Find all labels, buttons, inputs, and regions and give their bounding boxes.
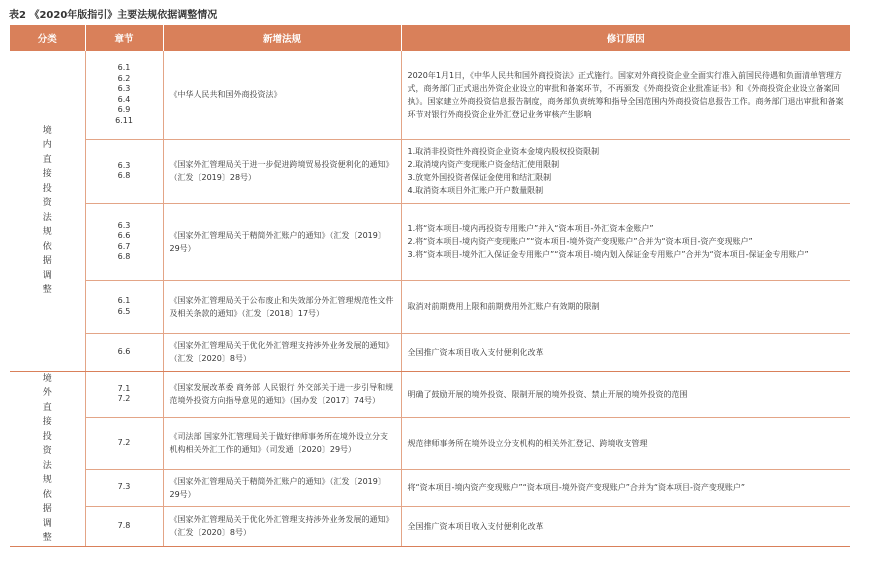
reason-cell: 取消对前期费用上限和前期费用外汇账户有效期的限制 bbox=[401, 280, 850, 333]
reason-cell: 将“资本项目-境内资产变现账户”“资本项目-境外资产变现账户”合并为“资本项目-资产变现账户” bbox=[401, 469, 850, 506]
reason-cell: 1.取消非投资性外商投资企业资本金境内股权投资限制 2.取消境内资产变现账户资金结汇使用限制 3.放宽外国投资者保证金使用和结汇限制 4.取消资本项目外汇账户开户数量限制 bbox=[401, 139, 850, 203]
table-header-row bbox=[10, 25, 850, 51]
chapter-cell: 7.2 bbox=[85, 417, 163, 469]
reason-cell: 2020年1月1日，《中华人民共和国外商投资法》正式施行。国家对外商投资企业全面实行准入前国民待遇和负面清单管理方式，商务部门正式退出外资企业设立的审批和备案环节，不再颁发《外商投资企业批准证书》和《外商投资企业设立备案回执》。国家建立外商投资信息报告制度，商务部负责统筹和指导全国范围内外商投资信息报告工作。商务部门退出审批和备案环节对银行外商投资企业外汇登记业务审核产生影响 bbox=[401, 51, 850, 139]
chapter-cell: 6.3 6.8 bbox=[85, 139, 163, 203]
reason-cell: 全国推广资本项目收入支付便利化改革 bbox=[401, 506, 850, 546]
table-row bbox=[10, 139, 850, 203]
header-category: 分类 bbox=[10, 25, 85, 51]
category-cell bbox=[10, 51, 85, 371]
chapter-cell: 6.6 bbox=[85, 333, 163, 371]
chapter-cell: 6.1 6.2 6.3 6.4 6.9 6.11 bbox=[85, 51, 163, 139]
table-row bbox=[10, 203, 850, 280]
chapter-cell: 7.3 bbox=[85, 469, 163, 506]
table-row bbox=[10, 371, 850, 417]
table-row bbox=[10, 51, 850, 139]
category-label: 境内直接投资法规依据调整 bbox=[42, 125, 52, 296]
reason-cell: 规范律师事务所在境外设立分支机构的相关外汇登记、跨境收支管理 bbox=[401, 417, 850, 469]
table-row bbox=[10, 417, 850, 469]
chapter-cell: 6.3 6.6 6.7 6.8 bbox=[85, 203, 163, 280]
header-reason: 修订原因 bbox=[401, 25, 850, 51]
regulation-cell: 《国家外汇管理局关于公布废止和失效部分外汇管理规范性文件及相关条款的通知》（汇发〔2018〕17号） bbox=[163, 280, 401, 333]
regulation-cell: 《国家发展改革委 商务部 人民银行 外交部关于进一步引导和规范境外投资方向指导意见的通知》（国办发〔2017〕74号） bbox=[163, 371, 401, 417]
chapter-cell: 7.1 7.2 bbox=[85, 371, 163, 417]
table-caption: 表2 《2020年版指引》主要法规依据调整情况 bbox=[9, 10, 218, 21]
regulation-cell: 《国家外汇管理局关于进一步促进跨境贸易投资便利化的通知》（汇发〔2019〕28号） bbox=[163, 139, 401, 203]
regulation-cell: 《国家外汇管理局关于优化外汇管理支持涉外业务发展的通知》（汇发〔2020〕8号） bbox=[163, 506, 401, 546]
table-row bbox=[10, 280, 850, 333]
category-cell bbox=[10, 371, 85, 546]
reason-cell: 1.将“资本项目-境内再投资专用账户”并入“资本项目-外汇资本金账户” 2.将“资本项目-境内资产变现账户”“资本项目-境外资产变现账户”合并为“资本项目-资产变现账户” 3.将“资本项目-境外汇入保证金专用账户”“资本项目-境内划入保证金专用账户”合并为“资本项目-保证金专用账户” bbox=[401, 203, 850, 280]
header-chapter: 章节 bbox=[85, 25, 163, 51]
regulation-cell: 《国家外汇管理局关于精简外汇账户的通知》（汇发〔2019〕29号） bbox=[163, 469, 401, 506]
table-row bbox=[10, 469, 850, 506]
regulation-cell: 《司法部 国家外汇管理局关于做好律师事务所在境外设立分支机构相关外汇工作的通知》（司发通〔2020〕29号） bbox=[163, 417, 401, 469]
chapter-cell: 6.1 6.5 bbox=[85, 280, 163, 333]
category-label: 境外直接投资法规依据调整 bbox=[42, 373, 52, 543]
regulation-cell: 《国家外汇管理局关于精简外汇账户的通知》（汇发〔2019〕29号） bbox=[163, 203, 401, 280]
table-row bbox=[10, 506, 850, 546]
regulation-cell: 《中华人民共和国外商投资法》 bbox=[163, 51, 401, 139]
header-regulation: 新增法规 bbox=[163, 25, 401, 51]
table-row bbox=[10, 333, 850, 371]
chapter-cell: 7.8 bbox=[85, 506, 163, 546]
reason-cell: 明确了鼓励开展的境外投资、限制开展的境外投资、禁止开展的境外投资的范围 bbox=[401, 371, 850, 417]
regulation-table bbox=[10, 25, 850, 547]
regulation-cell: 《国家外汇管理局关于优化外汇管理支持涉外业务发展的通知》（汇发〔2020〕8号） bbox=[163, 333, 401, 371]
reason-cell: 全国推广资本项目收入支付便利化改革 bbox=[401, 333, 850, 371]
